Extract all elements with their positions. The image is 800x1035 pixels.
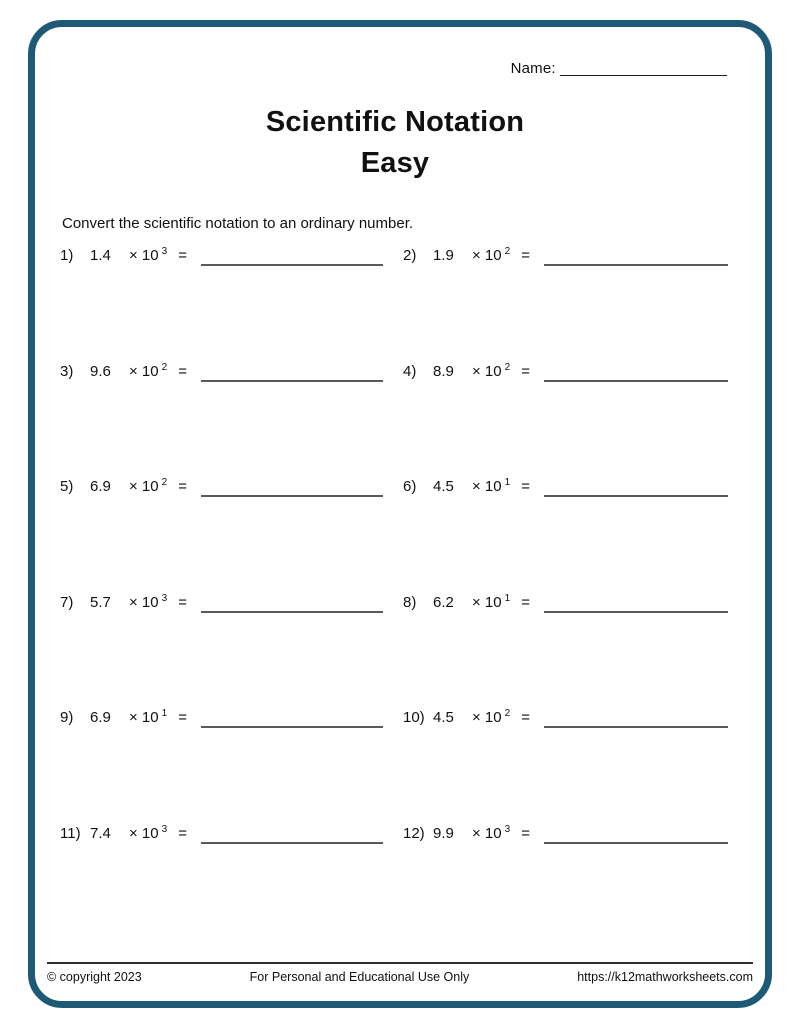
problem-row-12 (403, 825, 748, 941)
answer-blank (201, 264, 383, 266)
coefficient-value: 6.9 (90, 709, 111, 727)
equals-sign: = (521, 709, 530, 727)
problem-number: 11) (60, 824, 81, 842)
problem-row-3 (60, 363, 403, 479)
answer-blank (544, 380, 728, 382)
problem-row-11 (60, 825, 403, 941)
worksheet-title: Scientific Notation (265, 106, 525, 138)
coefficient-value: 5.7 (90, 593, 111, 611)
coefficient-value: 1.4 (90, 247, 111, 264)
footer (47, 962, 753, 984)
problem-number: 4) (403, 362, 417, 380)
equals-sign: = (521, 478, 530, 496)
usage-text: For Personal and Educational Use Only (249, 970, 470, 984)
problem-number: 8) (403, 593, 417, 611)
coefficient-value: 1.9 (433, 247, 454, 264)
answer-blank (544, 611, 728, 613)
problem-number: 2) (403, 247, 417, 264)
exponent-value: 2 (161, 361, 168, 373)
problem-number: 5) (60, 478, 74, 496)
problem-number: 10) (403, 709, 425, 727)
problem-row-2 (403, 247, 748, 363)
answer-blank (544, 726, 728, 728)
answer-blank (201, 842, 383, 844)
problem-row-7 (60, 594, 403, 710)
coefficient-value: 8.9 (433, 362, 454, 380)
problem-number: 1) (60, 247, 74, 264)
exponent-value: 3 (161, 246, 168, 257)
answer-blank (201, 726, 383, 728)
exponent-value: 1 (504, 477, 511, 489)
site-url[interactable]: https://k12mathworksheets.com (577, 970, 753, 984)
exponent-value: 3 (161, 592, 168, 604)
problem-number: 7) (60, 593, 74, 611)
multiplier-label: × 10 (472, 247, 502, 264)
equals-sign: = (178, 362, 187, 380)
worksheet-subtitle: Easy (360, 147, 430, 179)
problem-row-6 (403, 478, 748, 594)
multiplier-label: × 10 (129, 362, 159, 380)
multiplier-label: × 10 (472, 478, 502, 496)
problem-number: 3) (60, 362, 74, 380)
problem-number: 6) (403, 478, 417, 496)
answer-blank (201, 380, 383, 382)
equals-sign: = (178, 824, 187, 842)
coefficient-value: 9.9 (433, 824, 454, 842)
equals-sign: = (521, 362, 530, 380)
exponent-value: 2 (504, 708, 511, 720)
multiplier-label: × 10 (129, 593, 159, 611)
equals-sign: = (178, 709, 187, 727)
problems-grid (60, 247, 748, 941)
multiplier-label: × 10 (129, 824, 159, 842)
title-block (0, 102, 790, 184)
exponent-value: 1 (161, 708, 168, 720)
instruction-text: Convert the scientific notation to an ordinary number. (62, 215, 414, 232)
coefficient-value: 4.5 (433, 478, 454, 496)
coefficient-value: 6.9 (90, 478, 111, 496)
exponent-value: 2 (504, 361, 511, 373)
multiplier-label: × 10 (472, 709, 502, 727)
coefficient-value: 9.6 (90, 362, 111, 380)
answer-blank (201, 495, 383, 497)
exponent-value: 2 (161, 477, 168, 489)
problem-row-5 (60, 478, 403, 594)
equals-sign: = (178, 593, 187, 611)
coefficient-value: 7.4 (90, 824, 111, 842)
multiplier-label: × 10 (129, 478, 159, 496)
exponent-value: 2 (504, 246, 511, 257)
name-row (511, 60, 727, 77)
exponent-value: 3 (504, 823, 511, 835)
multiplier-label: × 10 (129, 709, 159, 727)
equals-sign: = (521, 593, 530, 611)
problem-number: 9) (60, 709, 74, 727)
coefficient-value: 4.5 (433, 709, 454, 727)
equals-sign: = (178, 478, 187, 496)
equals-sign: = (178, 247, 187, 264)
multiplier-label: × 10 (472, 362, 502, 380)
equals-sign: = (521, 824, 530, 842)
problem-row-8 (403, 594, 748, 710)
answer-blank (544, 495, 728, 497)
problem-number: 12) (403, 824, 425, 842)
answer-blank (544, 264, 728, 266)
problem-row-4 (403, 363, 748, 479)
copyright-text: © copyright 2023 (47, 970, 142, 984)
equals-sign: = (521, 247, 530, 264)
problem-row-9 (60, 709, 403, 825)
multiplier-label: × 10 (472, 593, 502, 611)
multiplier-label: × 10 (472, 824, 502, 842)
answer-blank (544, 842, 728, 844)
exponent-value: 3 (161, 823, 168, 835)
answer-blank (201, 611, 383, 613)
coefficient-value: 6.2 (433, 593, 454, 611)
exponent-value: 1 (504, 592, 511, 604)
problem-row-1 (60, 247, 403, 363)
name-label: Name: (510, 60, 556, 77)
multiplier-label: × 10 (129, 247, 159, 264)
problem-row-10 (403, 709, 748, 825)
name-blank: ____________________ (560, 60, 727, 77)
